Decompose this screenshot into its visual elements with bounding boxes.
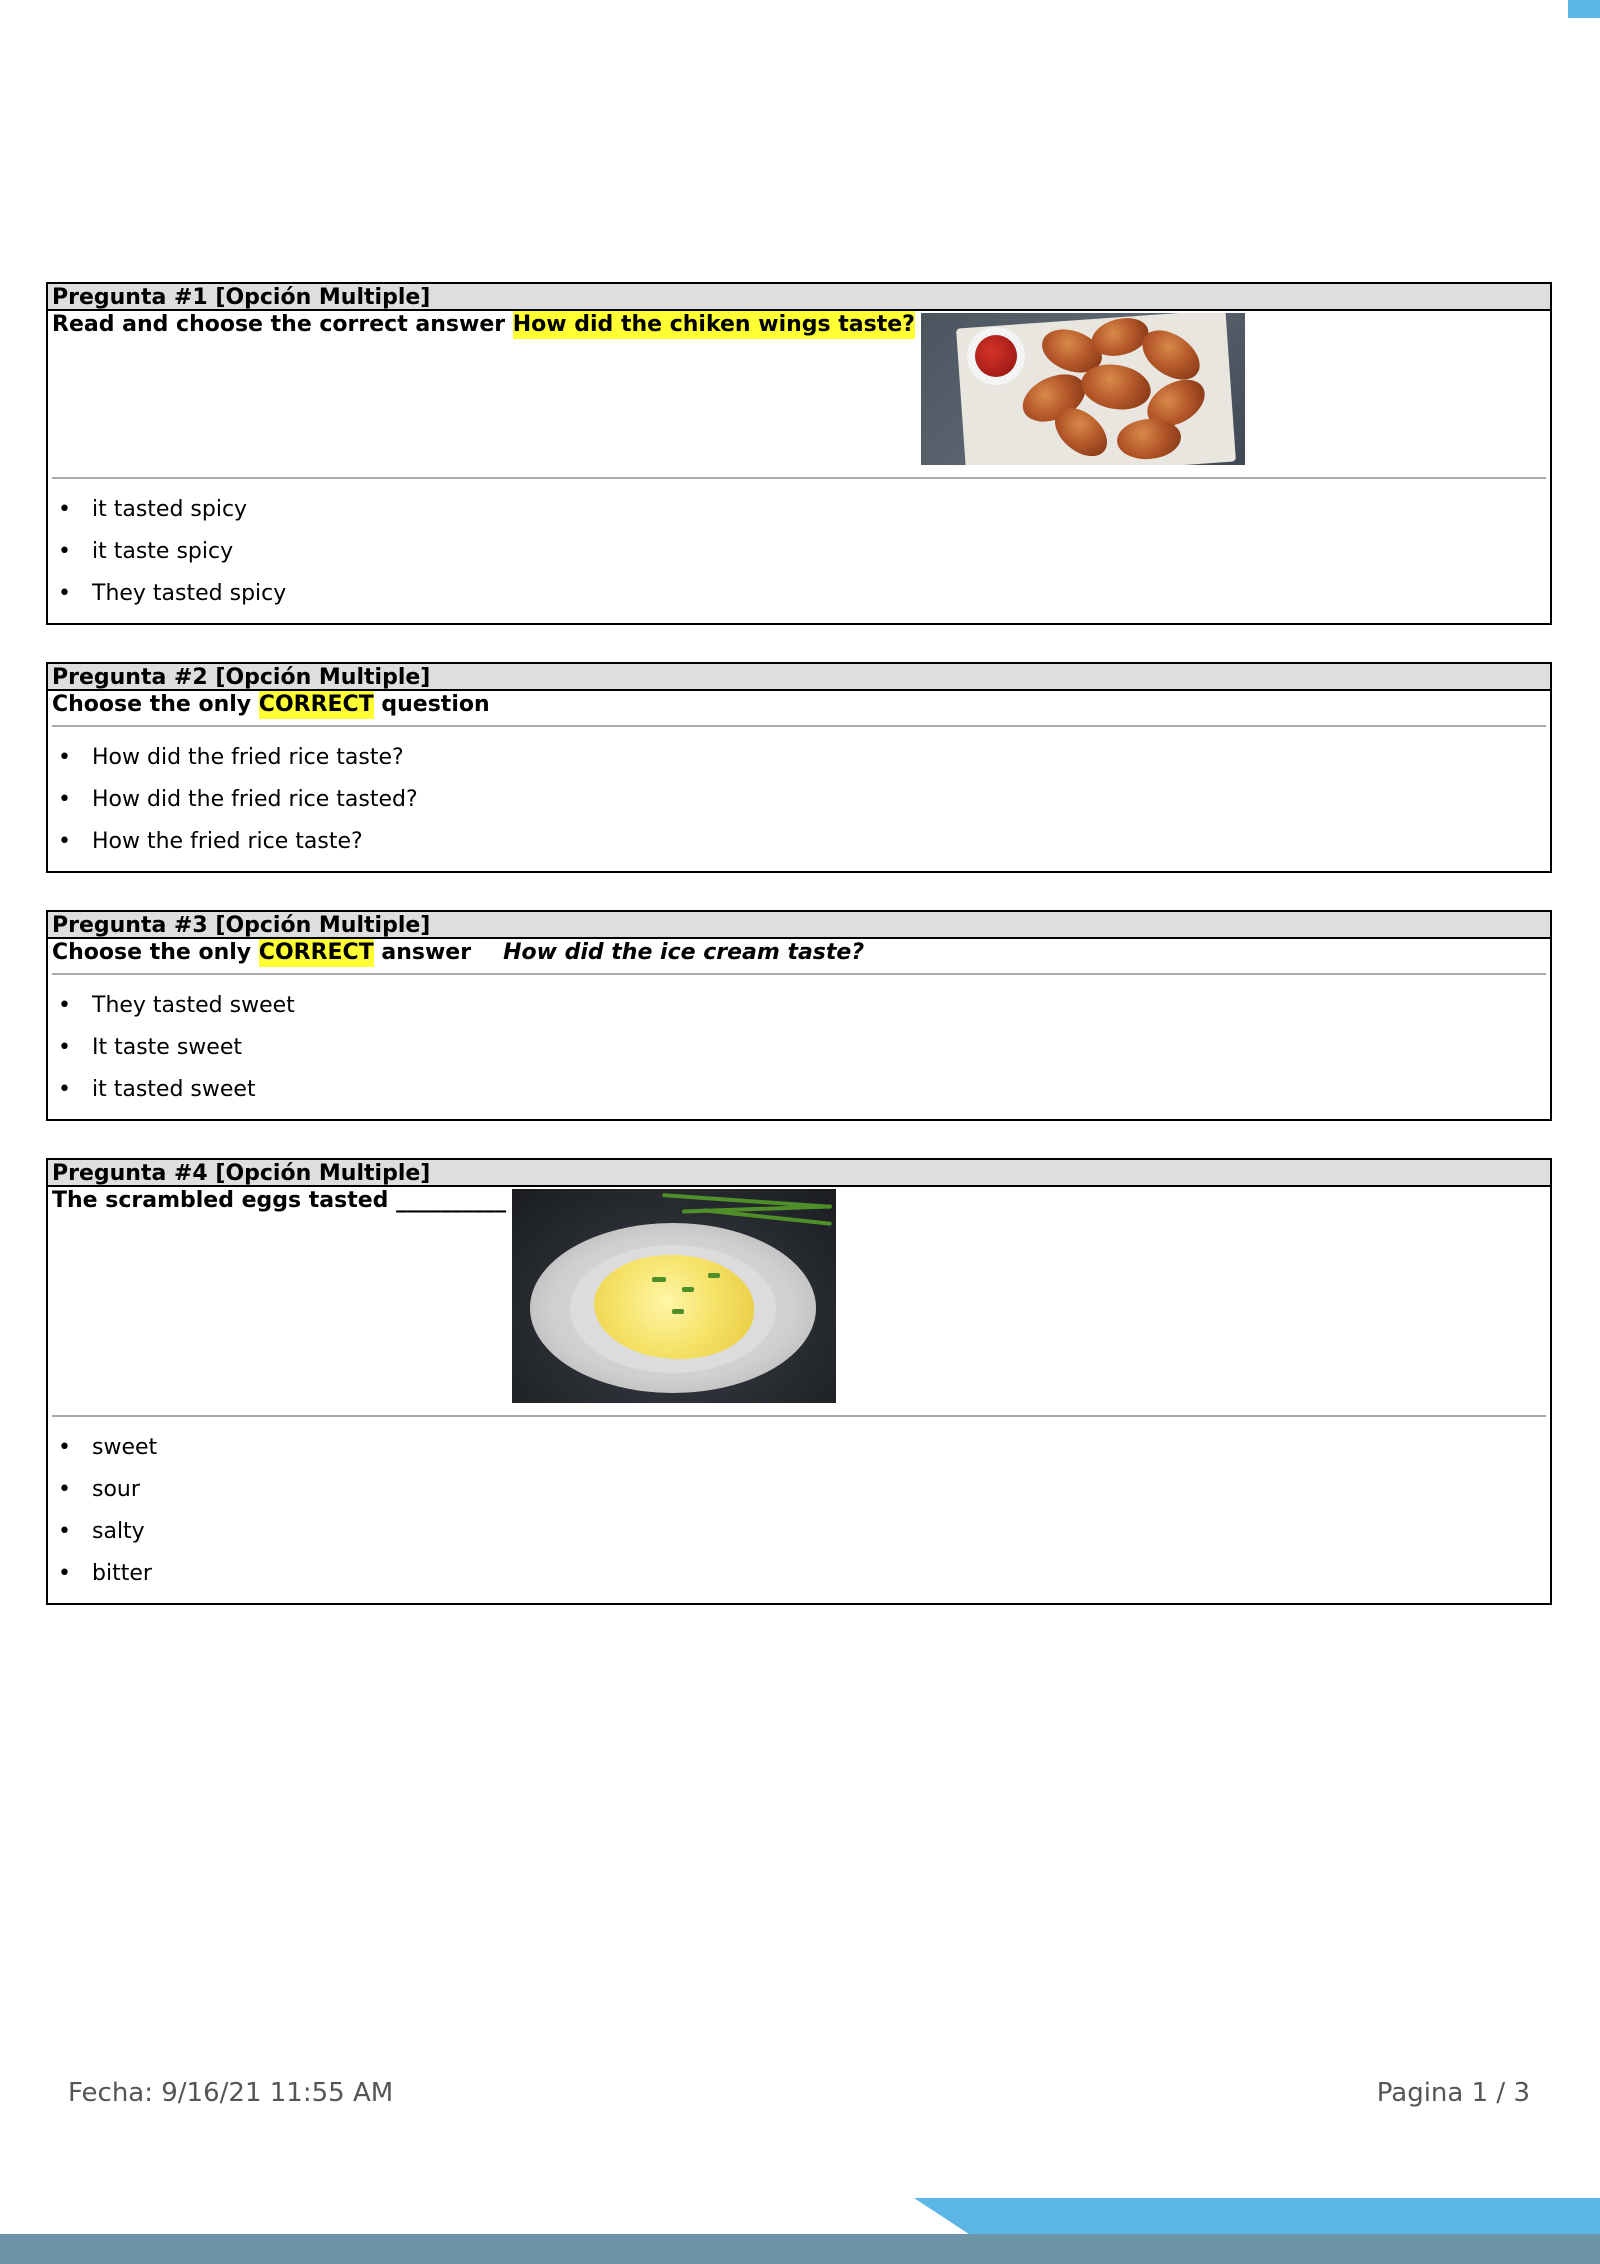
list-item[interactable]: • it tasted sweet bbox=[58, 1077, 256, 1102]
question-2 bbox=[46, 662, 1552, 873]
list-item[interactable]: • sour bbox=[58, 1477, 140, 1502]
list-item[interactable]: • salty bbox=[58, 1519, 145, 1544]
question-header: Pregunta #1 [Opción Multiple] bbox=[48, 284, 1550, 311]
prompt-text: The scrambled eggs tasted __________ bbox=[52, 1188, 507, 1213]
prompt-highlight: CORRECT bbox=[258, 692, 374, 717]
options-list bbox=[52, 975, 1546, 1119]
prompt-italic-question: How did the ice cream taste? bbox=[503, 940, 865, 965]
list-item[interactable]: • sweet bbox=[58, 1435, 158, 1460]
question-header: Pregunta #2 [Opción Multiple] bbox=[48, 664, 1550, 691]
footer-date: Fecha: 9/16/21 11:55 AM bbox=[68, 2078, 394, 2108]
footer-accent-stripe bbox=[914, 2198, 1600, 2234]
question-4 bbox=[46, 1158, 1552, 1605]
list-item[interactable]: • They tasted spicy bbox=[58, 581, 287, 606]
prompt-text: Choose the only bbox=[52, 692, 259, 717]
question-prompt bbox=[52, 1187, 1546, 1415]
list-item[interactable]: • How did the fried rice taste? bbox=[58, 745, 404, 770]
prompt-text: Read and choose the correct answer bbox=[52, 312, 513, 337]
prompt-highlight: CORRECT bbox=[258, 940, 374, 965]
list-item[interactable]: • They tasted sweet bbox=[58, 993, 295, 1018]
list-item[interactable]: • It taste sweet bbox=[58, 1035, 242, 1060]
prompt-text: Choose the only bbox=[52, 940, 259, 965]
question-prompt bbox=[52, 939, 1546, 973]
question-1 bbox=[46, 282, 1552, 625]
prompt-text-after: answer bbox=[373, 940, 472, 965]
list-item[interactable]: • How did the fried rice tasted? bbox=[58, 787, 418, 812]
options-list bbox=[52, 727, 1546, 871]
scrambled-eggs-image bbox=[512, 1189, 836, 1403]
options-list bbox=[52, 479, 1546, 623]
list-item[interactable]: • bitter bbox=[58, 1561, 152, 1586]
question-prompt bbox=[52, 691, 1546, 725]
prompt-highlight: How did the chiken wings taste? bbox=[512, 312, 915, 337]
chicken-wings-image bbox=[921, 313, 1245, 465]
prompt-text-after: question bbox=[373, 692, 490, 717]
footer-page-number: Pagina 1 / 3 bbox=[1376, 2078, 1530, 2108]
question-header: Pregunta #4 [Opción Multiple] bbox=[48, 1160, 1550, 1187]
question-3 bbox=[46, 910, 1552, 1121]
question-prompt bbox=[52, 311, 1546, 477]
footer-band bbox=[0, 2234, 1600, 2264]
list-item[interactable]: • How the fried rice taste? bbox=[58, 829, 363, 854]
list-item[interactable]: • it taste spicy bbox=[58, 539, 234, 564]
options-list bbox=[52, 1417, 1546, 1603]
question-header: Pregunta #3 [Opción Multiple] bbox=[48, 912, 1550, 939]
corner-accent bbox=[1568, 0, 1600, 18]
list-item[interactable]: • it tasted spicy bbox=[58, 497, 248, 522]
